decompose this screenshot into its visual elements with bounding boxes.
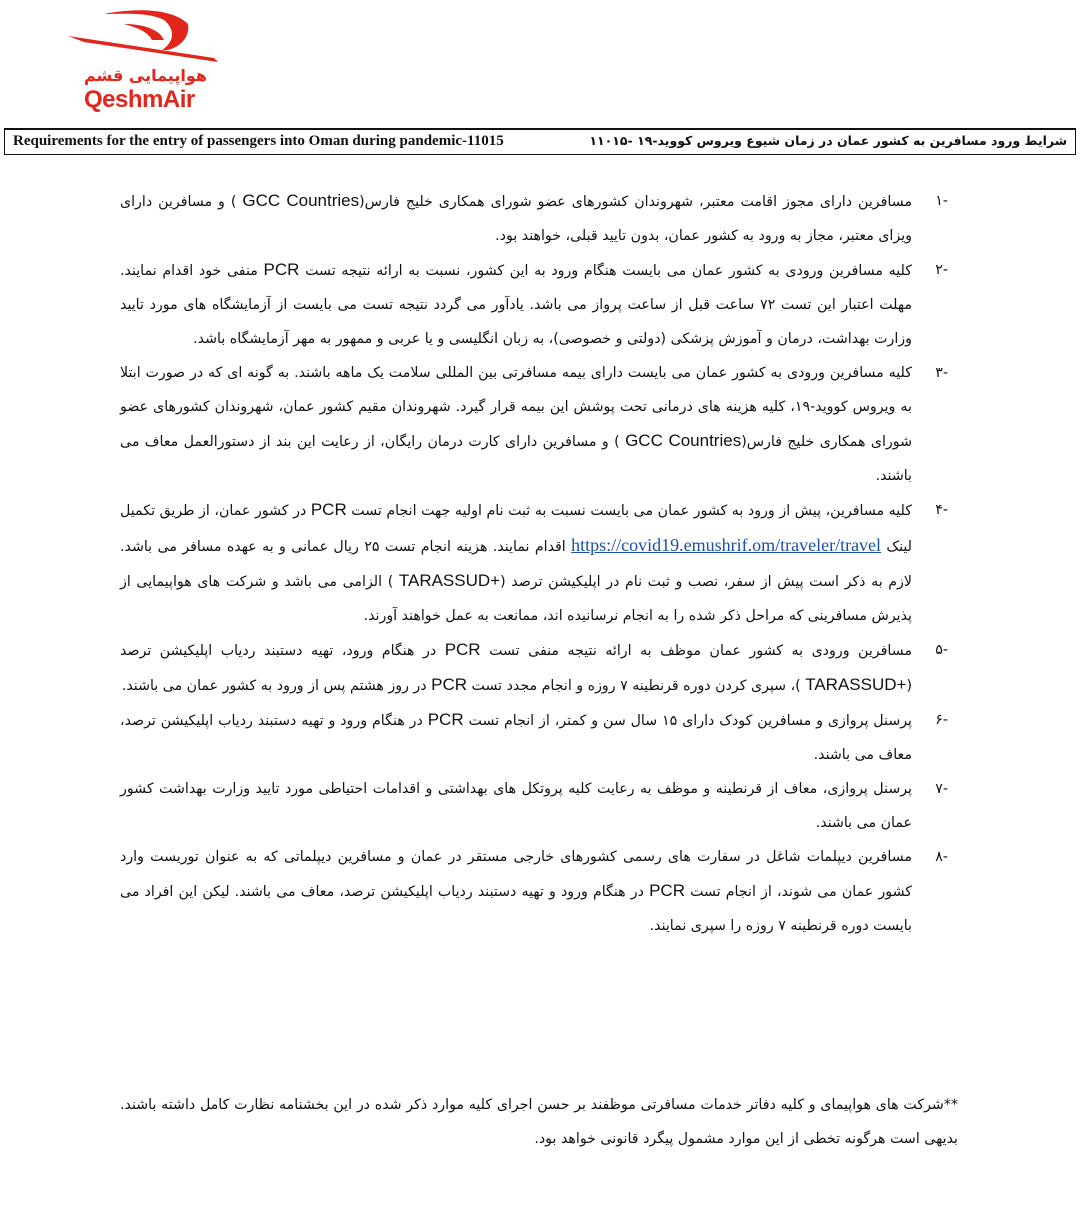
- item-text: در هنگام ورود و تهیه دستبند ردیاب اپلیکیشن ترصد، معاف می باشند. لیکن این افراد می بایست دوره قرنطینه ۷ روزه را سپری نمایند.: [120, 884, 912, 934]
- item-text: پرسنل پروازی، معاف از قرنطینه و موظف به رعایت کلیه پروتکل های بهداشتی و اقدامات احتیاطی مورد تایید وزارت بهداشت کشور عمان می باشند.: [120, 781, 912, 831]
- item-text: ) و مسافرین دارای ویزای معتبر، مجاز به ورود به کشور عمان، بدون تایید قبلی، خواهند بود.: [120, 194, 912, 244]
- item-text-latin: PCR: [427, 710, 464, 729]
- item-text-latin: PCR: [649, 881, 685, 900]
- item-number: -۲: [935, 262, 948, 278]
- item-text-latin: PCR: [263, 260, 300, 279]
- item-text: )، سپری کردن دوره قرنطینه ۷ روزه و انجام مجدد تست: [467, 678, 806, 694]
- item-text-latin: PCR: [310, 500, 347, 519]
- list-item: [120, 356, 948, 493]
- item-text: در کشور عمان، از طریق تکمیل لینک: [120, 503, 913, 555]
- item-text: کلیه مسافرین ورودی به کشور عمان می بایست دارای بیمه مسافرتی بین المللی سلامت یک ماهه باشند. به گونه ای که در صورت ابتلا به ویروس کووید-۱۹، کلیه هزینه های درمانی تحت پوشش این بیمه قرار گیرد. شهروندان مقیم کشور عمان، شهروندان کشورهای عضو شورای همکاری خلیج فارس(: [120, 365, 912, 450]
- list-item: [120, 493, 948, 633]
- item-text-latin: GCC Countries: [625, 431, 742, 450]
- item-number: -۷: [935, 781, 948, 797]
- item-number: -۳: [935, 365, 948, 381]
- item-text-latin: PCR: [444, 640, 481, 659]
- logo-text-fa: هواپیمایی قشم: [84, 66, 207, 85]
- item-text: مسافرین ورودی به کشور عمان موظف به ارائه نتیجه منفی تست: [480, 643, 912, 659]
- item-text: ) و مسافرین دارای کارت درمان رایگان، از رعایت این بند از دستورالعمل معاف می باشند.: [120, 434, 912, 484]
- title-en: Requirements for the entry of passengers into Oman during pandemic-11015: [13, 133, 504, 149]
- item-text-latin: PCR: [431, 675, 468, 694]
- list-item: [120, 253, 948, 356]
- list-item: [120, 772, 948, 840]
- title-bar: [4, 128, 1076, 155]
- item-text: کلیه مسافرین، پیش از ورود به کشور عمان می بایست نسبت به ثبت نام اولیه جهت انجام تست: [346, 503, 912, 519]
- list-item: [120, 184, 948, 253]
- item-text-latin: GCC Countries: [242, 191, 360, 210]
- logo-text-en: QeshmAir: [84, 86, 195, 113]
- list-item: [120, 703, 948, 772]
- item-text: مسافرین دارای مجوز اقامت معتبر، شهروندان کشورهای عضو شورای همکاری خلیج فارس(: [359, 194, 912, 210]
- item-text-latin: TARASSUD+: [398, 571, 501, 590]
- item-text: منفی خود اقدام نمایند. مهلت اعتبار این تست ۷۲ ساعت قبل از ساعت پرواز می باشد. یادآور می گردد نتیجه تست می بایست از آزمایشگاه های مورد تایید وزارت بهداشت، درمان و آموزش پزشکی (دولتی و خصوصی)، به زبان انگلیسی و یا عربی و ممهور به مهر آزمایشگاه باشد.: [120, 263, 912, 347]
- item-text: پرسنل پروازی و مسافرین کودک دارای ۱۵ سال سن و کمتر، از انجام تست: [463, 713, 912, 729]
- list-item: [120, 840, 948, 943]
- registration-link[interactable]: https://covid19.emushrif.om/traveler/travel: [571, 535, 882, 555]
- item-number: -۶: [935, 712, 948, 728]
- item-number: -۴: [935, 502, 948, 518]
- item-number: -۸: [935, 849, 948, 865]
- list-item: [120, 633, 948, 703]
- item-text: در هنگام ورود و تهیه دستبند ردیاب اپلیکیشن ترصد، معاف می باشند.: [120, 713, 912, 763]
- item-text-latin: TARASSUD+: [805, 675, 907, 694]
- item-number: -۵: [935, 642, 948, 658]
- item-text: ) الزامی می باشد و شرکت های هواپیمایی از پذیرش مسافرینی که مراحل ذکر شده را به انجام نرسانیده اند، ممانعت به عمل خواهند آورند.: [120, 574, 912, 624]
- footer-note: **شرکت های هواپیمای و کلیه دفاتر خدمات مسافرتی موظفند بر حسن اجرای کلیه موارد ذکر شده در این بخشنامه نظارت کامل داشته باشند. بدیهی است هرگونه تخطی از این موارد مشمول پیگرد قانونی خواهد بود.: [120, 1097, 958, 1147]
- item-text: مسافرین دیپلمات شاغل در سفارت های رسمی کشورهای خارجی مستقر در عمان و مسافرین دیپلماتی که به عنوان توریست وارد کشور عمان می شوند، از انجام تست: [120, 849, 912, 900]
- item-number: -۱: [935, 193, 948, 209]
- item-text: اقدام نمایند. هزینه انجام تست ۲۵ ریال عمانی و به عهده مسافر می باشد. لازم به ذکر است پیش از سفر، نصب و ثبت نام در اپلیکیشن ترصد (: [120, 539, 912, 590]
- title-fa: شرایط ورود مسافرین به کشور عمان در زمان شیوع ویروس کووید-۱۹ -۱۱۰۱۵: [589, 133, 1067, 148]
- item-text: کلیه مسافرین ورودی به کشور عمان می بایست هنگام ورود به این کشور، نسبت به ارائه نتیجه تست: [299, 263, 913, 279]
- item-text: در هنگام ورود، تهیه دستبند ردیاب اپلیکیشن ترصد (: [120, 643, 912, 694]
- requirements-list: [120, 184, 948, 943]
- item-text: در روز هشتم پس از ورود به کشور عمان می باشند.: [121, 678, 432, 694]
